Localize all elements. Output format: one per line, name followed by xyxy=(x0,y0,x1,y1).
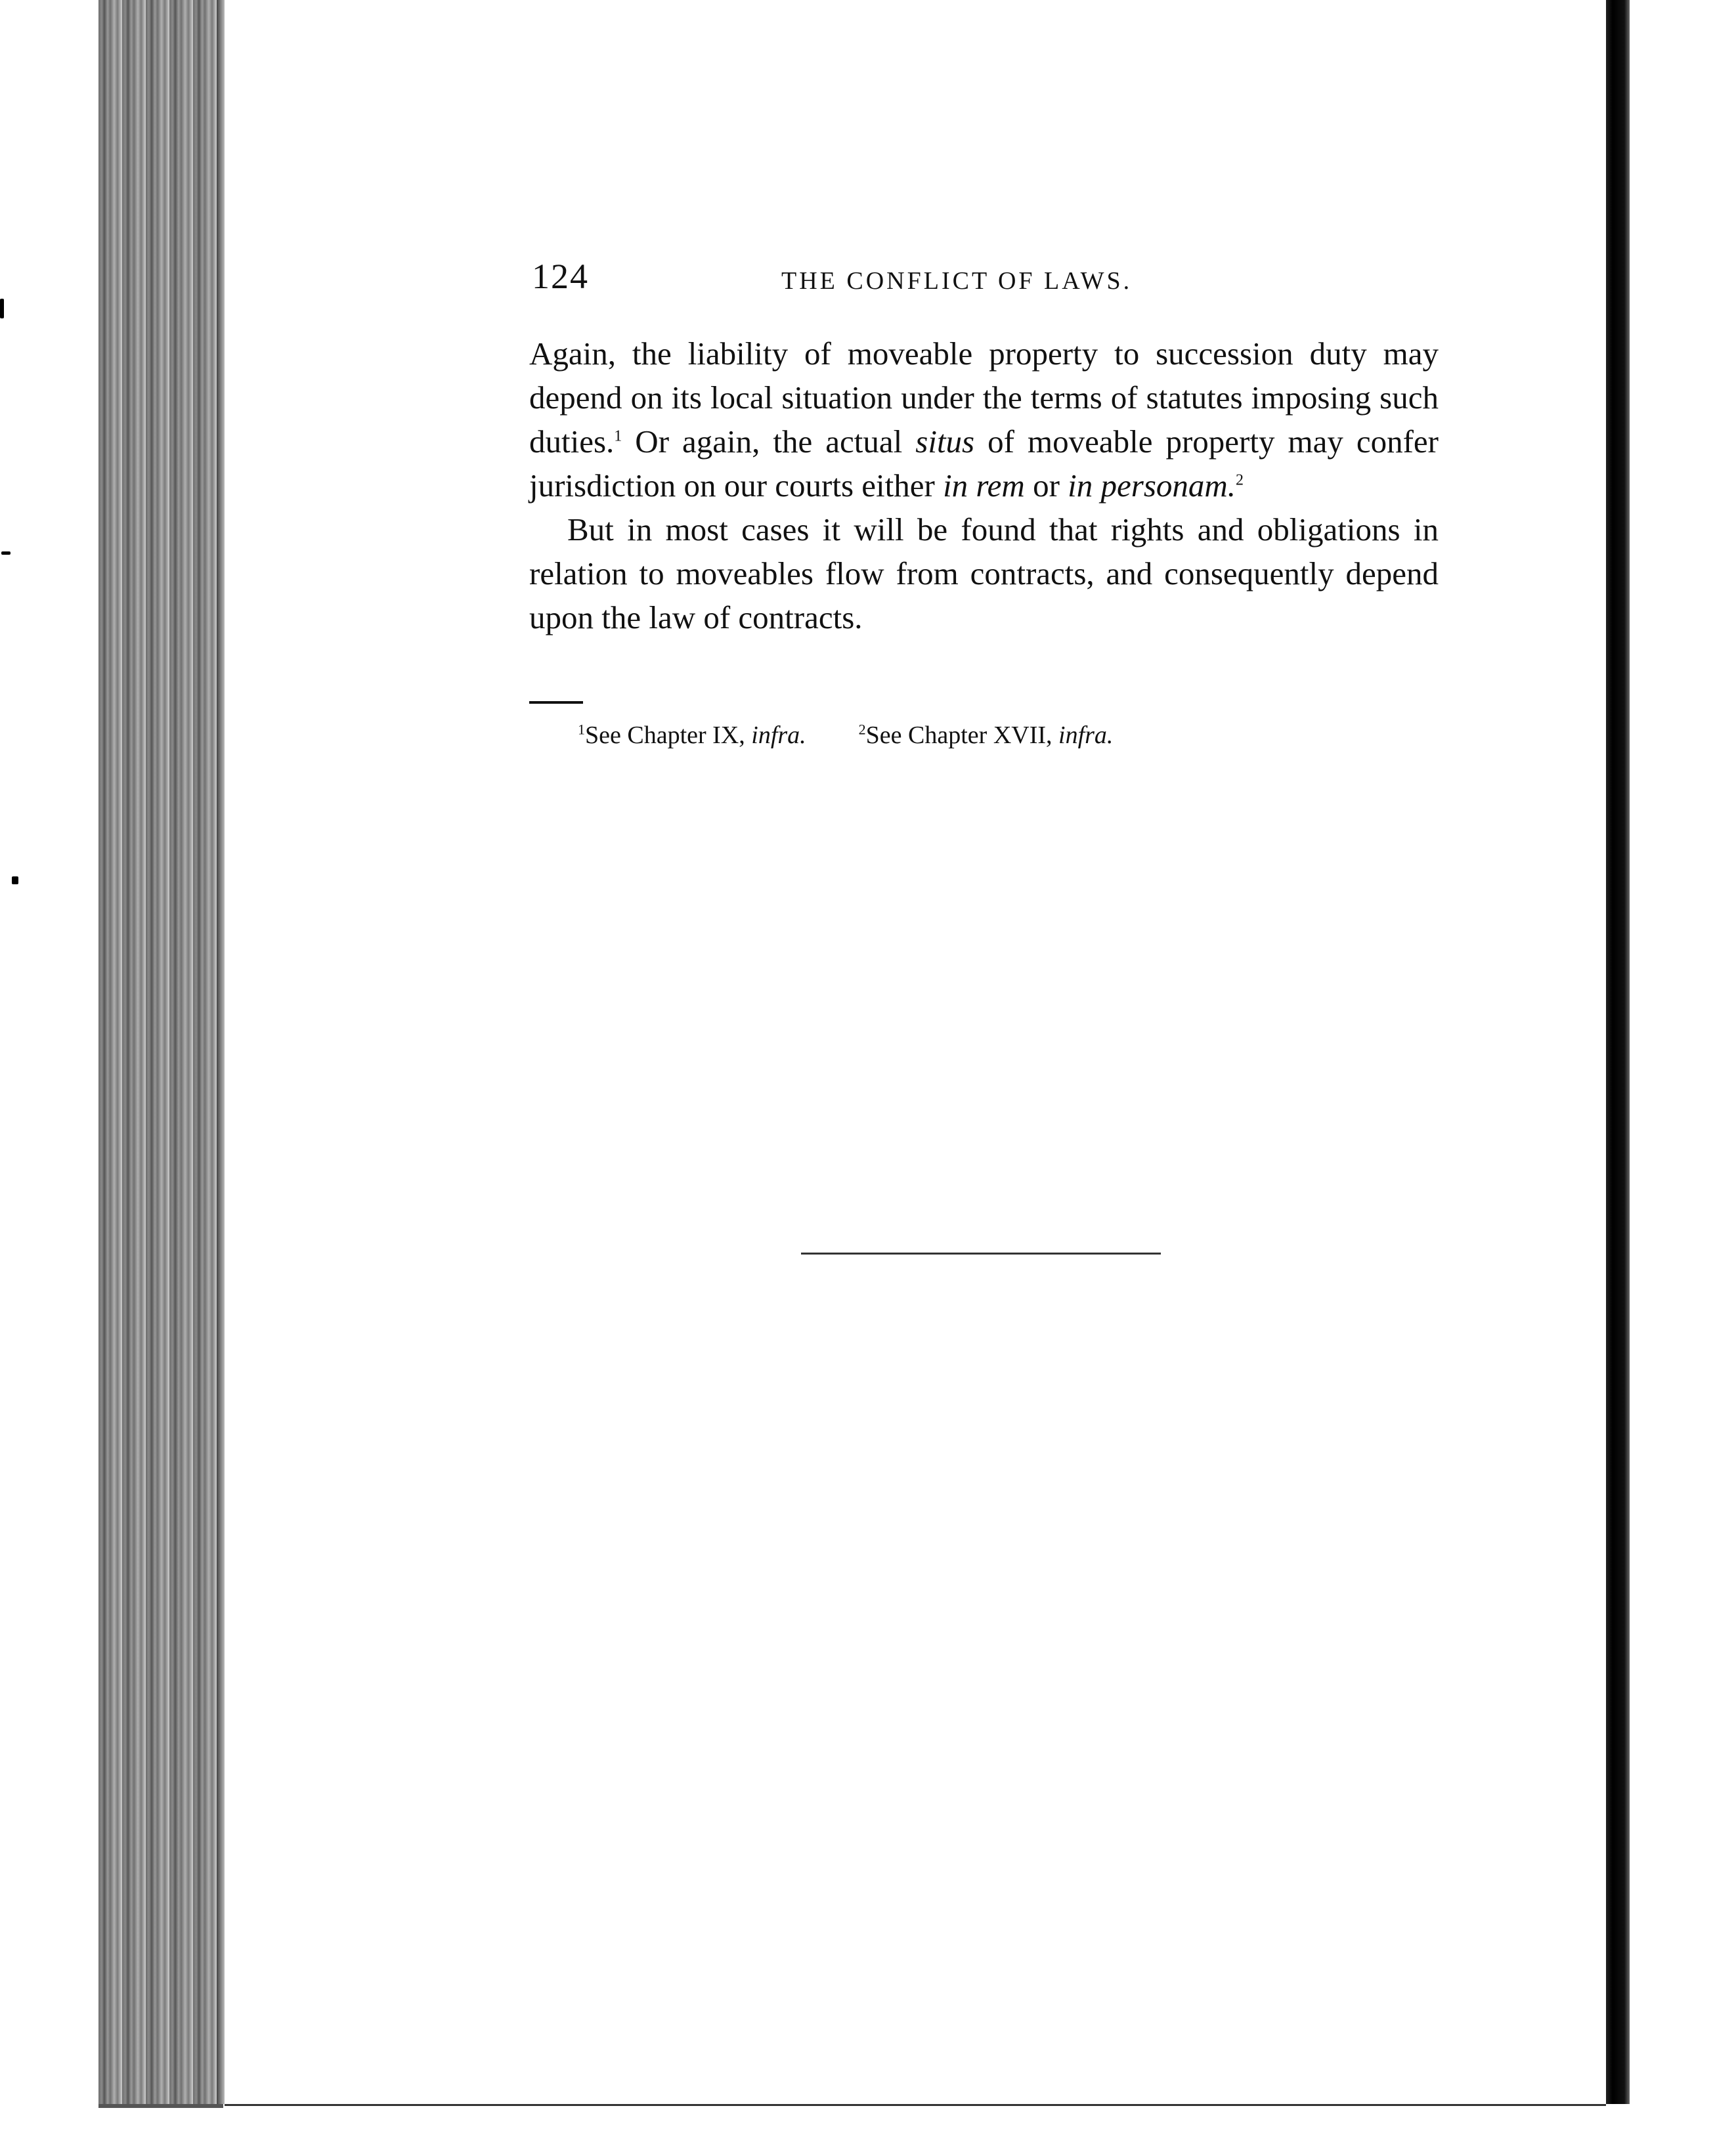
page-number: 124 xyxy=(532,257,589,296)
footnote-marker: 1 xyxy=(578,721,585,738)
scan-speck xyxy=(1,551,11,555)
footnotes xyxy=(578,716,1431,755)
body-text xyxy=(529,332,1439,639)
scan-margin-left xyxy=(0,0,98,2148)
paragraph-1 xyxy=(529,332,1439,507)
paragraph-1-text-a: Again, the liability of moveable property to succession duty may depend on its local situation under the terms of statutes imposing such duties. xyxy=(529,335,1439,460)
scan-speck xyxy=(12,876,18,884)
footnote-ref-2: 2 xyxy=(1236,471,1244,489)
footnote-italic: infra. xyxy=(751,721,806,749)
footnote-text: See Chapter XVII, xyxy=(865,721,1059,749)
footnote-text: See Chapter IX, xyxy=(585,721,752,749)
term-in-rem: in rem xyxy=(943,467,1025,504)
page-edges-stack xyxy=(98,0,223,2108)
chapter-end-rule xyxy=(801,1253,1161,1255)
paragraph-2: But in most cases it will be found that rights and obligations in relation to moveables flow from contracts, and consequently depend upon the law of contracts. xyxy=(529,511,1439,635)
scan-margin-bottom xyxy=(0,2110,1736,2148)
paragraph-1-text-d: or xyxy=(1024,467,1068,504)
page-right-edge xyxy=(1606,0,1630,2104)
term-situs: situs xyxy=(915,423,975,460)
footnote-italic: infra. xyxy=(1058,721,1114,749)
footnote-marker: 2 xyxy=(858,721,866,738)
paragraph-1-text-c: of moveable property may confer jurisdiction on our courts either xyxy=(529,423,1439,504)
running-title: THE CONFLICT OF LAWS. xyxy=(781,267,1133,295)
footnote-ref-1: 1 xyxy=(614,427,622,445)
running-head xyxy=(532,256,1451,309)
footnote-2 xyxy=(859,716,1114,755)
book-page xyxy=(225,0,1606,2106)
scan-margin-right xyxy=(1630,0,1736,2148)
scan-speck xyxy=(0,299,4,318)
page-gutter-shadow xyxy=(217,0,225,2104)
term-in-personam: in personam. xyxy=(1068,467,1236,504)
footnote-rule xyxy=(529,701,583,704)
paragraph-1-text-b: Or again, the actual xyxy=(622,423,916,460)
footnote-1 xyxy=(578,716,806,755)
